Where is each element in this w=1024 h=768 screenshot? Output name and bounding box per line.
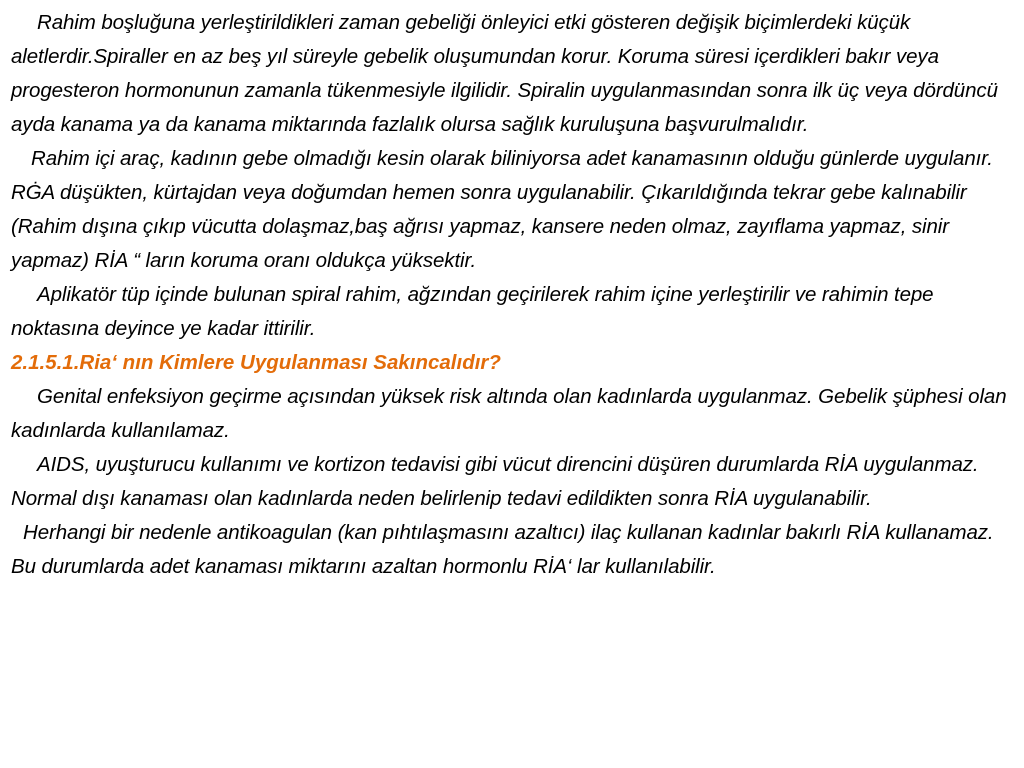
paragraph-rahim-ici-arac: Rahim içi araç, kadının gebe olmadığı kesin olarak biliniyorsa adet kanamasının olduğu günlerde uygulanır. RĠA düşükten, kürtajdan veya doğumdan hemen sonra uygulanabilir. Çıkarıldığında tekrar gebe kalınabilir (Rahim dışına çıkıp vücutta dolaşmaz,baş ağrısı yapmaz, kansere neden olmaz, zayıflama yapmaz, sinir yapmaz) RİA “ ların koruma oranı oldukça yüksektir. <box>11 147 993 272</box>
paragraph-antikoagulan: Herhangi bir nedenle antikoagulan (kan pıhtılaşmasını azaltıcı) ilaç kullanan kadınlar bakırlı RİA kullanamaz. Bu durumlarda adet kanaması miktarını azaltan hormonlu RİA‘ lar kullanılabilir. <box>11 521 994 578</box>
paragraph-rahim-bosluk: Rahim boşluğuna yerleştirildikleri zaman gebeliği önleyici etki gösteren değişik biçimlerdeki küçük aletlerdir.Spiraller en az beş yıl süreyle gebelik oluşumundan korur. Koruma süresi içerdikleri bakır veya progesteron hormonunun zamanla tükenmesiyle ilgilidir. Spiralin uygulanmasından sonra ilk üç veya dördüncü ayda kanama ya da kanama miktarında fazlalık olursa sağlık kuruluşuna başvurulmalıdır. <box>11 11 998 136</box>
paragraph-aids: AIDS, uyuşturucu kullanımı ve kortizon tedavisi gibi vücut direncini düşüren durumlarda RİA uygulanmaz. Normal dışı kanaması olan kadınlarda neden belirlenip tedavi edildikten sonra RİA uygulanabilir. <box>11 453 979 510</box>
paragraph-genital-enfeksiyon: Genital enfeksiyon geçirme açısından yüksek risk altında olan kadınlarda uygulanmaz. Gebelik şüphesi olan kadınlarda kullanılamaz. <box>11 385 1007 442</box>
section-heading: 2.1.5.1.Ria‘ nın Kimlere Uygulanması Sakıncalıdır? <box>11 351 501 374</box>
paragraph-aplikator: Aplikatör tüp içinde bulunan spiral rahim, ağzından geçirilerek rahim içine yerleştirilir ve rahimin tepe noktasına deyince ye kadar ittirilir. <box>11 283 934 340</box>
